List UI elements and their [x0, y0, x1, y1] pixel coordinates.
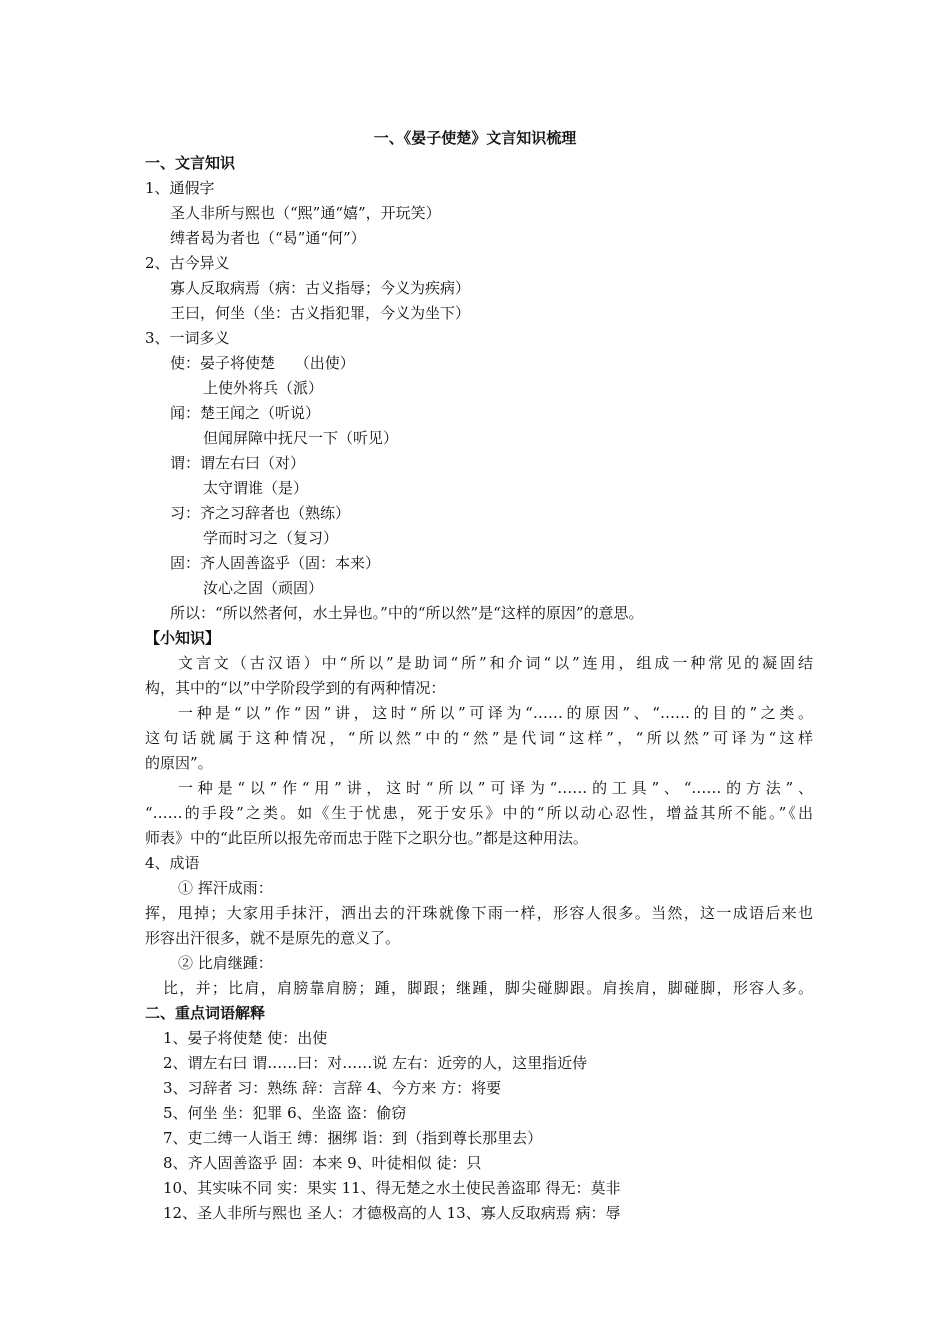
chengyu-line: 形容出汗很多，就不是原先的意义了。 — [145, 929, 401, 947]
ciyu-line: 10、其实味不同 实：果实 11、得无楚之水土使民善盗耶 得无：莫非 — [163, 1179, 621, 1197]
chengyu-line: 比，并；比肩，肩膀靠肩膀；踵，脚跟；继踵，脚尖碰脚跟。肩挨肩，脚碰脚，形容人多。 — [163, 979, 813, 997]
duoyi-line: 上使外将兵（派） — [203, 379, 324, 397]
duoyi-line: 太守谓谁（是） — [203, 479, 309, 497]
gujin-item: 寡人反取病焉（病：古义指辱；今义为疾病） — [170, 279, 471, 297]
ciyu-line: 7、吏二缚一人诣王 缚：捆绑 诣：到（指到尊长那里去） — [163, 1129, 543, 1147]
gujin-item: 王曰，何坐（坐：古义指犯罪，今义为坐下） — [170, 304, 471, 322]
duoyi-line: 所以：“所以然者何，水土异也。”中的“所以然”是“这样的原因”的意思。 — [170, 604, 644, 622]
subheading-duoyi: 3、一词多义 — [145, 329, 230, 347]
duoyi-line: 但闻屏障中抚尺一下（听见） — [203, 429, 399, 447]
ciyu-line: 1、晏子将使楚 使：出使 — [163, 1029, 328, 1047]
xiaozhishi-line: “……的手段”之类。如《生于忧患，死于安乐》中的“所以动心忍性，增益其所不能。”《出 — [145, 804, 813, 822]
ciyu-line: 3、习辞者 习：熟练 辞：言辞 4、今方来 方：将要 — [163, 1079, 502, 1097]
subheading-chengyu: 4、成语 — [145, 854, 200, 872]
duoyi-line: 使：晏子将使楚 （出使） — [170, 354, 355, 372]
tongjia-item: 圣人非所与熙也（“熙”通“嬉”，开玩笑） — [170, 204, 441, 222]
ciyu-line: 12、圣人非所与熙也 圣人：才德极高的人 13、寡人反取病焉 病：辱 — [163, 1204, 621, 1222]
section-heading-ciyu: 二、重点词语解释 — [145, 1004, 266, 1022]
duoyi-line: 谓：谓左右曰（对） — [170, 454, 306, 472]
ciyu-line: 8、齐人固善盗乎 固：本来 9、叶徒相似 徒：只 — [163, 1154, 482, 1172]
duoyi-line: 固：齐人固善盗乎（固：本来） — [170, 554, 381, 572]
duoyi-line: 学而时习之（复习） — [203, 529, 339, 547]
xiaozhishi-line: 师表》中的“此臣所以报先帝而忠于陛下之职分也。”都是这种用法。 — [145, 829, 588, 847]
xiaozhishi-line: 的原因”。 — [145, 754, 213, 772]
xiaozhishi-line: 这句话就属于这种情况，“所以然”中的“然”是代词“这样”，“所以然”可译为“这样 — [145, 729, 813, 747]
xiaozhishi-line: 构，其中的“以”中学阶段学到的有两种情况： — [145, 679, 446, 697]
subheading-gujin: 2、古今异义 — [145, 254, 230, 272]
chengyu-line: 挥，甩掉；大家用手抹汗，洒出去的汗珠就像下雨一样，形容人很多。当然，这一成语后来也 — [145, 904, 813, 922]
ciyu-line: 2、谓左右曰 谓……曰：对……说 左右：近旁的人，这里指近侍 — [163, 1054, 588, 1072]
xiaozhishi-line: 文言文（古汉语）中“所以”是助词“所”和介词“以”连用，组成一种常见的凝固结 — [178, 654, 813, 672]
ciyu-line: 5、何坐 坐：犯罪 6、坐盗 盗：偷窃 — [163, 1104, 407, 1122]
tongjia-item: 缚者曷为者也（“曷”通“何”） — [170, 229, 366, 247]
section-heading-wenyan: 一、文言知识 — [145, 154, 236, 172]
xiaozhishi-heading: 【小知识】 — [145, 629, 221, 647]
xiaozhishi-line: 一种是“以”作“用”讲，这时“所以”可译为“……的工具”、“……的方法”、 — [178, 779, 813, 797]
chengyu-line: ② 比肩继踵： — [178, 954, 273, 972]
xiaozhishi-line: 一种是“以”作“因”讲，这时“所以”可译为“……的原因”、“……的目的”之类。 — [178, 704, 813, 722]
subheading-tongjia: 1、通假字 — [145, 179, 215, 197]
page-title: 一、《晏子使楚》文言知识梳理 — [373, 129, 577, 147]
chengyu-line: ① 挥汗成雨： — [178, 879, 273, 897]
duoyi-line: 汝心之固（顽固） — [203, 579, 324, 597]
duoyi-line: 习：齐之习辞者也（熟练） — [170, 504, 351, 522]
duoyi-line: 闻：楚王闻之（听说） — [170, 404, 321, 422]
